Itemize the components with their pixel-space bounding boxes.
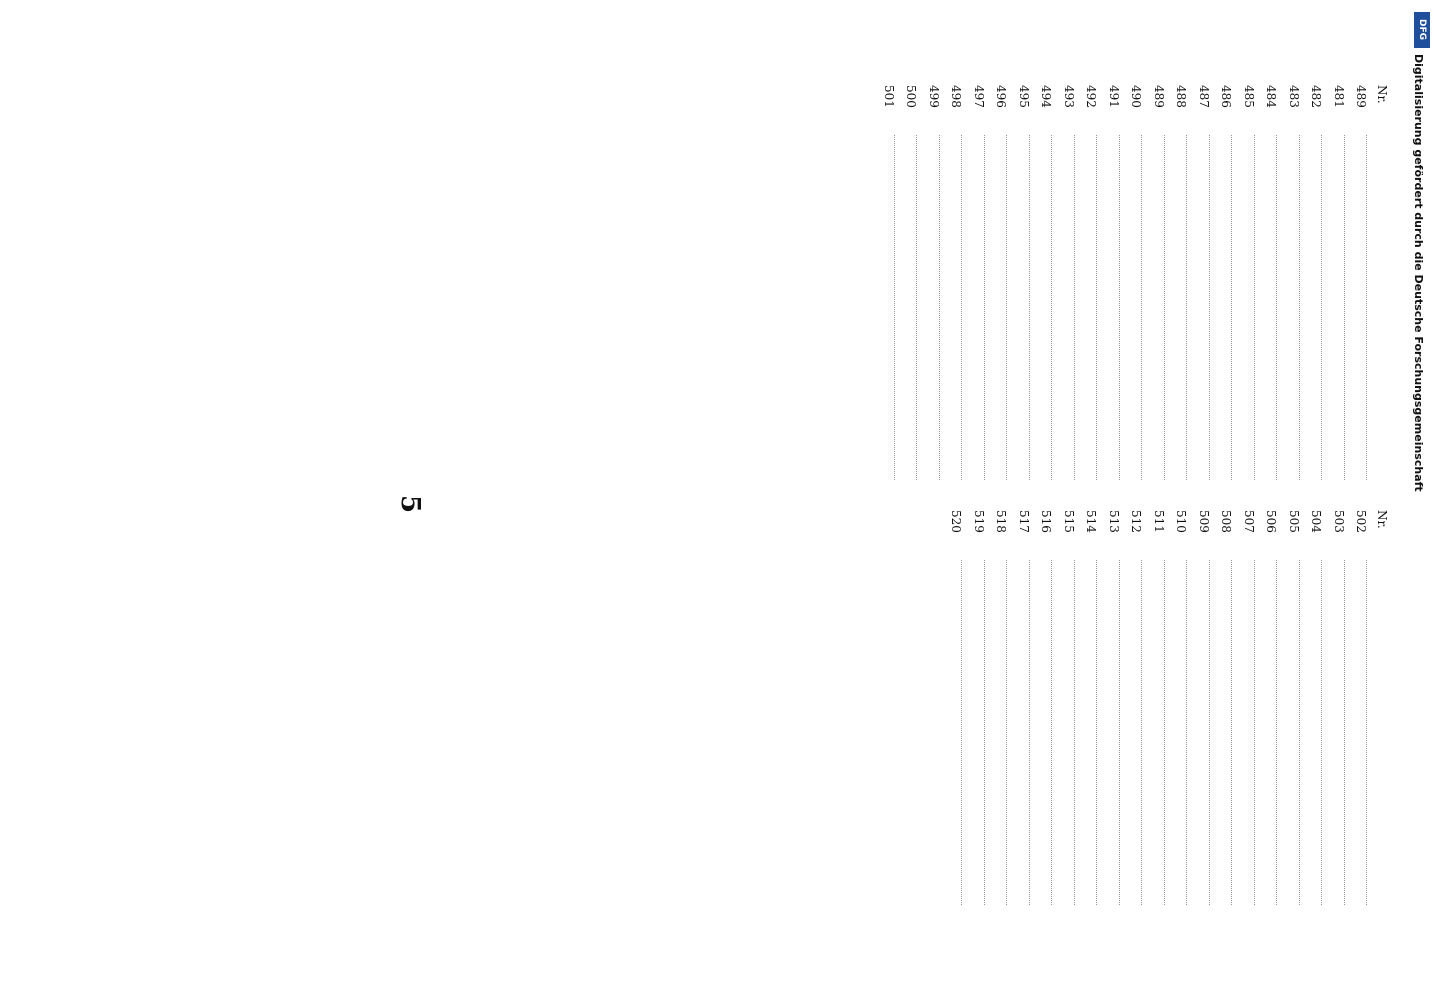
- entry-number: 499: [927, 85, 941, 108]
- entry-text: [1128, 135, 1145, 480]
- entry-item: [1241, 510, 1258, 905]
- page-number: 5: [395, 495, 425, 514]
- entry-text: [1151, 560, 1168, 905]
- entry-item: [1016, 85, 1033, 480]
- entry-number: 488: [1174, 85, 1189, 108]
- entry-text: [993, 135, 1010, 480]
- entry-number: 509: [1197, 510, 1211, 533]
- dfg-logo: DFG: [1414, 12, 1430, 48]
- entry-item: [1038, 510, 1055, 905]
- entry-text: [1286, 135, 1303, 480]
- entry-text: [1151, 135, 1168, 480]
- entry-item: [971, 85, 988, 480]
- entry-item: [1286, 510, 1303, 905]
- entry-item: [993, 85, 1010, 480]
- entry-item: [903, 85, 920, 480]
- entry-text: [1106, 560, 1123, 905]
- entry-text: [1263, 135, 1280, 480]
- entry-item: [926, 85, 943, 480]
- entry-number: 512: [1129, 510, 1144, 533]
- entry-text: [1286, 560, 1303, 905]
- entry-item: [948, 510, 965, 905]
- entry-number: 497: [972, 85, 986, 108]
- entry-text: [1173, 560, 1190, 905]
- entry-number: 520: [949, 510, 964, 533]
- entry-item: [1038, 85, 1055, 480]
- entry-text: [1218, 560, 1235, 905]
- entry-item: [1106, 510, 1123, 905]
- entry-text: [1331, 135, 1348, 480]
- entry-number: 513: [1107, 510, 1121, 533]
- entry-item: [1061, 85, 1078, 480]
- entry-text: [1083, 560, 1100, 905]
- entry-number: 481: [1332, 85, 1346, 108]
- entry-number: 482: [1309, 85, 1324, 108]
- entry-text: [1061, 135, 1078, 480]
- entry-text: [1196, 560, 1213, 905]
- entry-text: [1241, 135, 1258, 480]
- entry-item: [993, 510, 1010, 905]
- entry-number: 505: [1287, 510, 1301, 533]
- entry-text: [1263, 560, 1280, 905]
- entry-number: 503: [1332, 510, 1346, 533]
- column-header: Nr.: [1375, 85, 1389, 104]
- entry-item: [1308, 85, 1325, 480]
- entry-item: [1016, 510, 1033, 905]
- entry-number: 510: [1174, 510, 1189, 533]
- entry-list: [948, 510, 1370, 905]
- entry-item: [1263, 510, 1280, 905]
- entry-item: [971, 510, 988, 905]
- entry-text: [1218, 135, 1235, 480]
- entry-text: [1308, 560, 1325, 905]
- entry-item: [1218, 85, 1235, 480]
- entry-number: 485: [1242, 85, 1256, 108]
- entry-text: [1331, 560, 1348, 905]
- right-column: [942, 510, 1390, 905]
- entry-text: [1038, 560, 1055, 905]
- entry-number: 494: [1039, 85, 1054, 108]
- entry-item: [1083, 85, 1100, 480]
- entry-item: [1173, 85, 1190, 480]
- entry-item: [1128, 85, 1145, 480]
- entry-item: [1331, 85, 1348, 480]
- entry-item: [1196, 85, 1213, 480]
- entry-item: [1083, 510, 1100, 905]
- credit-text: Digitalisierung gefördert durch die Deutsche Forschungsgemeinschaft: [1412, 54, 1425, 492]
- entry-number: 514: [1084, 510, 1099, 533]
- entry-item: [1128, 510, 1145, 905]
- entry-item: [1308, 510, 1325, 905]
- entry-text: [948, 560, 965, 905]
- entry-text: [1353, 135, 1370, 480]
- entry-text: [971, 560, 988, 905]
- entry-number: 519: [972, 510, 986, 533]
- entry-text: [1038, 135, 1055, 480]
- entry-number: 515: [1062, 510, 1076, 533]
- entry-item: [1151, 510, 1168, 905]
- entry-text: [903, 135, 920, 480]
- column-header: Nr.: [1375, 510, 1389, 529]
- entry-number: 489: [1152, 85, 1166, 108]
- entry-text: [1353, 560, 1370, 905]
- entry-text: [1173, 135, 1190, 480]
- entry-text: [881, 135, 898, 480]
- entry-text: [971, 135, 988, 480]
- entry-item: [1331, 510, 1348, 905]
- entry-text: [993, 560, 1010, 905]
- rotated-page-content: [100, 65, 1410, 965]
- entry-number: 506: [1264, 510, 1279, 533]
- entry-item: [1263, 85, 1280, 480]
- entry-number: 484: [1264, 85, 1279, 108]
- entry-number: 483: [1287, 85, 1301, 108]
- entry-number: 493: [1062, 85, 1076, 108]
- entry-number: 486: [1219, 85, 1234, 108]
- entry-item: [1151, 85, 1168, 480]
- entry-text: [1241, 560, 1258, 905]
- entry-number: 490: [1129, 85, 1144, 108]
- entry-item: [1173, 510, 1190, 905]
- entry-number: 491: [1107, 85, 1121, 108]
- entry-number: 501: [882, 85, 896, 108]
- entry-text: [948, 135, 965, 480]
- entry-text: [1128, 560, 1145, 905]
- entry-item: [881, 85, 898, 480]
- entry-item: [1218, 510, 1235, 905]
- entry-item: [948, 85, 965, 480]
- entry-text: [1083, 135, 1100, 480]
- entry-number: 498: [949, 85, 964, 108]
- entry-item: [1353, 510, 1370, 905]
- digitization-credit: [1412, 6, 1432, 994]
- entry-number: 517: [1017, 510, 1031, 533]
- entry-item: [1286, 85, 1303, 480]
- entry-number: 492: [1084, 85, 1099, 108]
- entry-item: [1061, 510, 1078, 905]
- entry-number: 489: [1354, 85, 1369, 108]
- entry-item: [1196, 510, 1213, 905]
- entry-text: [1308, 135, 1325, 480]
- entry-number: 487: [1197, 85, 1211, 108]
- entry-text: [1016, 135, 1033, 480]
- entry-number: 516: [1039, 510, 1054, 533]
- entry-number: 508: [1219, 510, 1234, 533]
- entry-number: 495: [1017, 85, 1031, 108]
- entry-number: 518: [994, 510, 1009, 533]
- entry-text: [1106, 135, 1123, 480]
- entry-list: [881, 85, 1370, 480]
- entry-number: 511: [1152, 510, 1166, 533]
- entry-number: 504: [1309, 510, 1324, 533]
- entry-text: [1196, 135, 1213, 480]
- entry-item: [1353, 85, 1370, 480]
- entry-number: 507: [1242, 510, 1256, 533]
- entry-text: [1061, 560, 1078, 905]
- entry-item: [1241, 85, 1258, 480]
- entry-number: 500: [904, 85, 919, 108]
- entry-text: [1016, 560, 1033, 905]
- entry-number: 496: [994, 85, 1009, 108]
- entry-item: [1106, 85, 1123, 480]
- entry-text: [926, 135, 943, 480]
- entry-number: 502: [1354, 510, 1369, 533]
- left-column: [875, 85, 1391, 480]
